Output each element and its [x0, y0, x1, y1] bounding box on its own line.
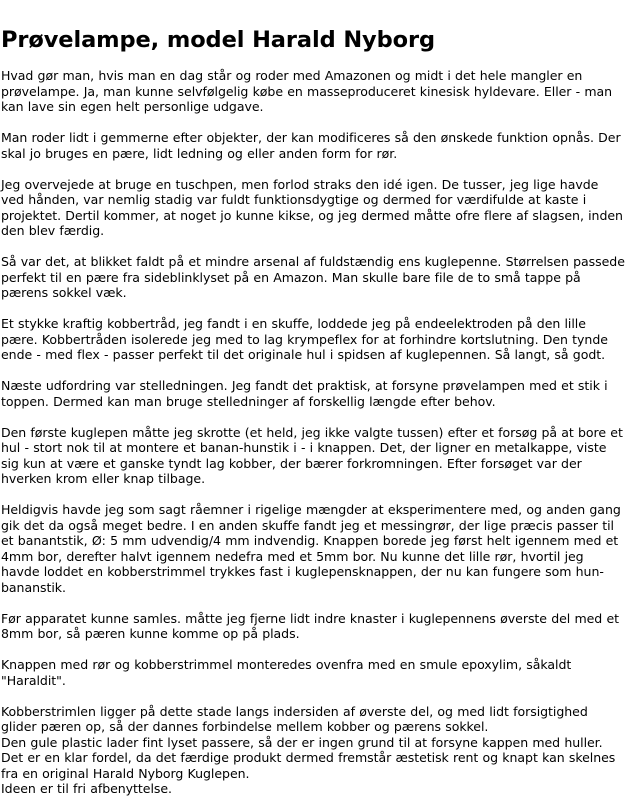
paragraph-stelledning: Næste udfordring var stelledningen. Jeg fandt det praktisk, at forsyne prøvelampen med et stik i toppen. Dermed kan man bruge stelledninger af forskellig længde efter behov.	[1, 378, 608, 409]
paragraph-intro: Hvad gør man, hvis man en dag står og roder med Amazonen og midt i det hele mangler en prøvelampe. Ja, man kunne selvfølgelig købe en masseproduceret kinesisk hyldevare. Eller - man kan lave sin egen helt personlige udgave.	[1, 68, 613, 114]
paragraph-epoxylim: Knappen med rør og kobberstrimmel monteredes ovenfra med en smule epoxylim, såkaldt "Haraldit".	[1, 657, 572, 688]
paragraph-fri-afbenyttelse: Ideen er til fri afbenyttelse.	[1, 781, 172, 796]
paragraph-foerste-kuglepen: Den første kuglepen måtte jeg skrotte (et held, jeg ikke valgte tussen) efter et forsøg på at bore et hul - stort nok til at montere et banan-hunstik i - i knappen. Det, der ligner en metalkappe, viste sig kun at være et ganske tyndt lag kobber, der bærer forkromningen. Efter forsøget var der hverken krom eller knap tilbage.	[1, 424, 623, 486]
paragraph-tuschpen: Jeg overvejede at bruge en tuschpen, men forlod straks den idé igen. De tusser, jeg lige havde ved hånden, var nemlig stadig var fuldt funktionsdygtige og dermed for værdifulde at kaste i projektet. Dertil kommer, at noget jo kunne kikse, og jeg dermed måtte ofre flere af slagsen, inden den blev færdig.	[1, 176, 623, 238]
paragraph-kobberstrimmel: Kobberstrimlen ligger på dette stade langs indersiden af øverste del, og med lidt forsigtighed glider pæren op, så der dannes forbindelse mellem kobber og pærens sokkel.	[1, 703, 588, 734]
paragraph-kobbertraad: Et stykke kraftig kobbertråd, jeg fandt i en skuffe, loddede jeg på endeelektroden på den lille pære. Kobbertråden isolerede jeg med to lag krympeflex for at forhindre kortslutning. Den tynde ende - med flex - passer perfekt til det originale hul i spidsen af kuglepennen. Så langt, så godt.	[1, 316, 608, 362]
paragraph-samling: Før apparatet kunne samles. måtte jeg fjerne lidt indre knaster i kuglepennens øverste del med et 8mm bor, så pæren kunne komme op på plads.	[1, 610, 619, 641]
paragraph-materials: Man roder lidt i gemmerne efter objekter, der kan modificeres så den ønskede funktion opnås. Der skal jo bruges en pære, lidt ledning og eller anden form for rør.	[1, 130, 621, 161]
paragraph-messingroer: Heldigvis havde jeg som sagt råemner i rigelige mængder at eksperimentere med, og anden gang gik det da også meget bedre. I en anden skuffe fandt jeg et messingrør, der lige præcis passer til et banantstik, Ø: 5 mm udvendig/4 mm indvendig. Knappen borede jeg først helt igennem med et 4mm bor, derefter halvt igennem nedefra med et 5mm bor. Nu kunne det lille rør, hvortil jeg havde loddet en kobberstrimmel trykkes fast i kuglepensknappen, der nu kan fungere som hun-bananstik.	[1, 502, 621, 595]
paragraph-kuglepenne: Så var det, at blikket faldt på et mindre arsenal af fuldstændig ens kuglepenne. Størrelsen passede perfekt til en pære fra sideblinklyset på en Amazon. Man skulle bare file de to små tappe på pærens sokkel væk.	[1, 254, 625, 300]
page-title: Prøvelampe, model Harald Nyborg	[1, 27, 435, 53]
paragraph-plastic: Den gule plastic lader fint lyset passere, så der er ingen grund til at forsyne kappen med huller. Det er en klar fordel, da det færdige produkt dermed fremstår æstetisk rent og knapt kan skelnes fra en original Harald Nyborg Kuglepen.	[1, 734, 616, 781]
